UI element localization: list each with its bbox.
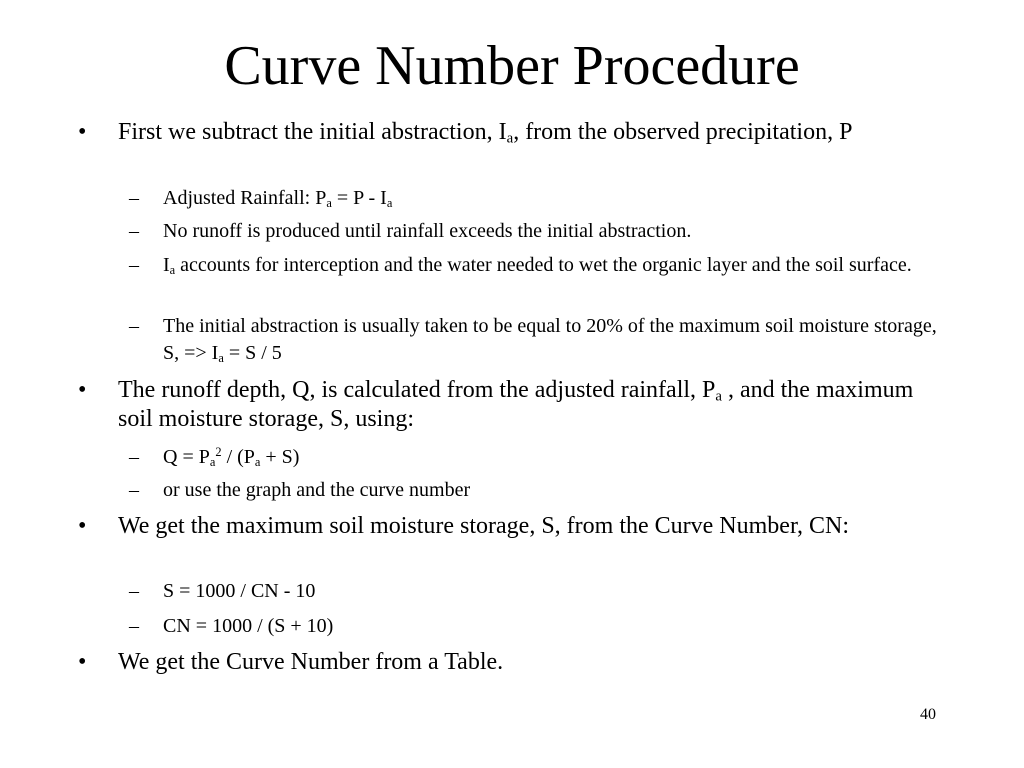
dash-marker: – (129, 315, 139, 337)
sub-bullet-5-text-c: + S) (260, 446, 300, 468)
bullet-2 (78, 376, 918, 434)
sub-bullet-3-text-b: accounts for interception and the water needed to wet the organic layer and the soil surface. (175, 254, 912, 276)
sub-bullet-6 (129, 477, 938, 504)
sub-bullet-5-sup: 2 (215, 445, 222, 460)
dash-marker: – (129, 254, 139, 276)
sub-bullet-5-text-a: Q = P (163, 446, 210, 468)
bullet-1 (78, 118, 918, 147)
dash-marker: – (129, 220, 139, 242)
bullet-3 (78, 512, 918, 541)
sub-bullet-4 (129, 313, 938, 367)
dash-marker: – (129, 479, 139, 501)
sub-bullet-1-sub-a: a (326, 196, 332, 211)
bullet-marker: • (78, 513, 87, 539)
sub-bullet-1-sub-b: a (386, 196, 393, 211)
sub-bullet-5-text-b: / (P (221, 446, 255, 468)
sub-bullet-4-text-b: = S / 5 (223, 342, 282, 364)
dash-marker: – (129, 580, 139, 602)
sub-bullet-2-text: No runoff is produced until rainfall exceeds the initial abstraction. (163, 220, 692, 242)
sub-bullet-3-sub: a (169, 263, 176, 278)
dash-marker: – (129, 446, 139, 468)
sub-bullet-6-text: or use the graph and the curve number (163, 479, 471, 501)
bullet-1-text-a: First we subtract the initial abstraction, I (118, 119, 507, 145)
sub-bullet-7 (129, 578, 938, 605)
sub-bullet-7-text: S = 1000 / CN - 10 (163, 580, 316, 602)
sub-bullet-1 (129, 185, 938, 212)
sub-bullet-4-sub: a (218, 351, 224, 366)
sub-bullet-5-sub-a: a (209, 455, 216, 470)
bullet-1-text-b: , from the observed precipitation, P (513, 119, 853, 145)
sub-bullet-3-text-a: I (163, 254, 170, 276)
sub-bullet-3 (129, 252, 938, 279)
sub-bullet-1-text-a: Adjusted Rainfall: P (163, 187, 327, 209)
sub-bullet-4-text-a: The initial abstraction is usually taken to be equal to 20% of the maximum soil moisture storage, S, => I (163, 315, 937, 364)
sub-bullet-1-text-b: = P - I (331, 187, 387, 209)
bullet-2-text-b: , and the maximum soil moisture storage, S, using: (118, 377, 914, 432)
sub-bullet-5 (129, 444, 938, 471)
slide-title: Curve Number Procedure (224, 35, 800, 97)
bullet-2-sub: a (715, 388, 722, 405)
bullet-marker: • (78, 377, 87, 403)
sub-bullet-5-sub-b: a (254, 455, 261, 470)
bullet-4 (78, 648, 918, 677)
dash-marker: – (129, 187, 139, 209)
bullet-marker: • (78, 119, 87, 145)
bullet-3-text: We get the maximum soil moisture storage, S, from the Curve Number, CN: (118, 513, 849, 539)
bullet-4-text: We get the Curve Number from a Table. (118, 649, 504, 675)
sub-bullet-8-text: CN = 1000 / (S + 10) (163, 615, 334, 637)
sub-bullet-2 (129, 218, 938, 245)
bullet-marker: • (78, 649, 87, 675)
page-number: 40 (920, 706, 936, 723)
bullet-2-text-a: The runoff depth, Q, is calculated from the adjusted rainfall, P (118, 377, 716, 403)
sub-bullet-8 (129, 613, 938, 640)
dash-marker: – (129, 615, 139, 637)
bullet-1-sub: a (506, 130, 514, 147)
